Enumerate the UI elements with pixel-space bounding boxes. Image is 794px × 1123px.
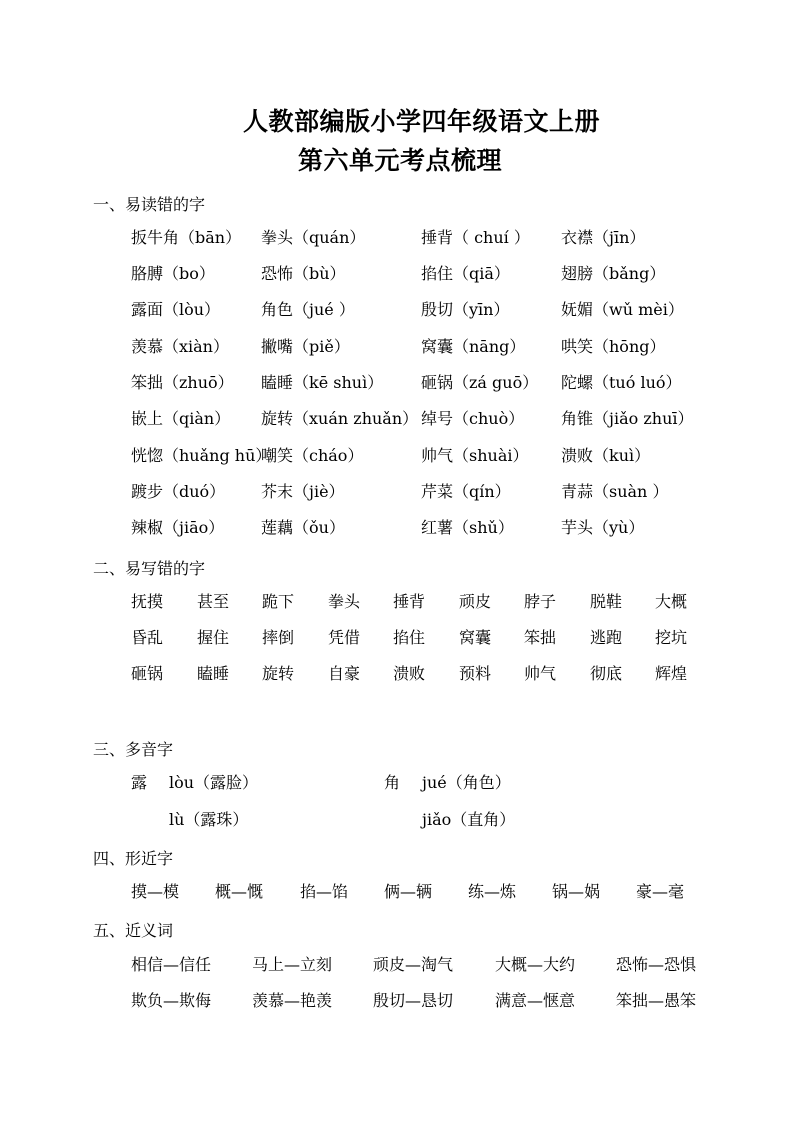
- word-pinyin-item: 旋转（xuán zhuǎn）: [261, 409, 419, 428]
- section-heading-polyphonic: 三、多音字: [93, 740, 174, 759]
- word-pinyin-item: 胳膊（bo）: [131, 264, 215, 283]
- word-pinyin-item: 撇嘴（piě）: [261, 337, 350, 356]
- word-pinyin-item: 露面（lòu）: [131, 300, 221, 319]
- word-item: 自豪: [328, 664, 361, 683]
- title-line-1: 人教部编版小学四年级语文上册: [243, 107, 601, 136]
- word-pinyin-item: 红薯（shǔ）: [421, 518, 514, 537]
- word-item: 旋转: [262, 664, 295, 683]
- word-pinyin-item: 恐怖（bù）: [261, 264, 346, 283]
- word-pinyin-item: 翅膀（bǎng）: [561, 264, 666, 283]
- similar-char-pair: 豪—毫: [636, 882, 685, 901]
- word-item: 脖子: [524, 592, 557, 611]
- similar-char-pair: 概—慨: [215, 882, 264, 901]
- word-item: 昏乱: [131, 628, 164, 647]
- word-item: 彻底: [590, 664, 623, 683]
- word-pinyin-item: 嘲笑（cháo）: [261, 446, 364, 465]
- similar-char-pair: 练—炼: [468, 882, 517, 901]
- synonym-pair: 笨拙—愚笨: [616, 991, 697, 1010]
- word-pinyin-item: 哄笑（hōng）: [561, 337, 666, 356]
- synonym-pair: 大概—大约: [495, 955, 576, 974]
- word-pinyin-item: 角锥（jiǎo zhuī）: [561, 409, 694, 428]
- synonym-pair: 相信—信任: [131, 955, 212, 974]
- word-item: 辉煌: [655, 664, 688, 683]
- section-heading-similar-chars: 四、形近字: [93, 849, 174, 868]
- word-pinyin-item: 捶背（ chuí ）: [421, 228, 530, 247]
- word-pinyin-item: 溃败（kuì）: [561, 446, 651, 465]
- word-pinyin-item: 帅气（shuài）: [421, 446, 529, 465]
- word-item: 抚摸: [131, 592, 164, 611]
- word-item: 砸锅: [131, 664, 164, 683]
- similar-char-pair: 锅—娲: [552, 882, 601, 901]
- word-pinyin-item: 芥末（jiè）: [261, 482, 345, 501]
- polyphonic-reading: jué（角色）: [422, 773, 511, 792]
- word-pinyin-item: 妩媚（wǔ mèi）: [561, 300, 684, 319]
- polyphonic-char: 角: [384, 773, 401, 792]
- polyphonic-reading: lòu（露脸）: [169, 773, 259, 792]
- word-item: 甚至: [197, 592, 230, 611]
- similar-char-pair: 掐—馅: [300, 882, 349, 901]
- word-item: 瞌睡: [197, 664, 230, 683]
- title-line-2: 第六单元考点梳理: [298, 146, 503, 175]
- synonym-pair: 殷切—恳切: [373, 991, 454, 1010]
- word-pinyin-item: 瞌睡（kē shuì）: [261, 373, 384, 392]
- synonym-pair: 顽皮—淘气: [373, 955, 454, 974]
- word-pinyin-item: 踱步（duó）: [131, 482, 226, 501]
- polyphonic-reading: lù（露珠）: [169, 810, 249, 829]
- word-pinyin-item: 绰号（chuò）: [421, 409, 525, 428]
- word-item: 凭借: [328, 628, 361, 647]
- word-pinyin-item: 莲藕（ǒu）: [261, 518, 345, 537]
- word-item: 预料: [459, 664, 492, 683]
- word-pinyin-item: 青蒜（suàn ）: [561, 482, 669, 501]
- word-item: 溃败: [393, 664, 426, 683]
- word-pinyin-item: 恍惚（huǎng hū）: [131, 446, 272, 465]
- synonym-pair: 马上—立刻: [252, 955, 333, 974]
- word-pinyin-item: 芹菜（qín）: [421, 482, 511, 501]
- word-item: 跪下: [262, 592, 295, 611]
- word-item: 挖坑: [655, 628, 688, 647]
- word-pinyin-item: 衣襟（jīn）: [561, 228, 646, 247]
- word-pinyin-item: 拳头（quán）: [261, 228, 366, 247]
- word-pinyin-item: 扳牛角（bān）: [131, 228, 242, 247]
- word-item: 握住: [197, 628, 230, 647]
- word-item: 摔倒: [262, 628, 295, 647]
- word-pinyin-item: 角色（jué ）: [261, 300, 355, 319]
- word-item: 脱鞋: [590, 592, 623, 611]
- word-pinyin-item: 芋头（yù）: [561, 518, 645, 537]
- section-heading-synonyms: 五、近义词: [93, 921, 174, 940]
- word-pinyin-item: 羡慕（xiàn）: [131, 337, 229, 356]
- section-heading-miswritten: 二、易写错的字: [93, 559, 206, 578]
- polyphonic-char: 露: [131, 773, 148, 792]
- word-pinyin-item: 嵌上（qiàn）: [131, 409, 231, 428]
- word-item: 大概: [655, 592, 688, 611]
- synonym-pair: 恐怖—恐惧: [616, 955, 697, 974]
- word-pinyin-item: 砸锅（zá guō）: [421, 373, 539, 392]
- word-item: 帅气: [524, 664, 557, 683]
- similar-char-pair: 摸—模: [131, 882, 180, 901]
- word-pinyin-item: 殷切（yīn）: [421, 300, 510, 319]
- polyphonic-reading: jiǎo（直角）: [422, 810, 516, 829]
- word-item: 拳头: [328, 592, 361, 611]
- synonym-pair: 欺负—欺侮: [131, 991, 212, 1010]
- synonym-pair: 满意—惬意: [495, 991, 576, 1010]
- word-item: 笨拙: [524, 628, 557, 647]
- word-pinyin-item: 掐住（qiā）: [421, 264, 510, 283]
- word-pinyin-item: 窝囊（nāng）: [421, 337, 526, 356]
- word-pinyin-item: 笨拙（zhuō）: [131, 373, 234, 392]
- similar-char-pair: 俩—辆: [384, 882, 433, 901]
- synonym-pair: 羡慕—艳羡: [252, 991, 333, 1010]
- word-item: 捶背: [393, 592, 426, 611]
- word-pinyin-item: 辣椒（jiāo）: [131, 518, 225, 537]
- word-pinyin-item: 陀螺（tuó luó）: [561, 373, 682, 392]
- section-heading-misread: 一、易读错的字: [93, 195, 206, 214]
- word-item: 窝囊: [459, 628, 492, 647]
- word-item: 顽皮: [459, 592, 492, 611]
- word-item: 逃跑: [590, 628, 623, 647]
- word-item: 掐住: [393, 628, 426, 647]
